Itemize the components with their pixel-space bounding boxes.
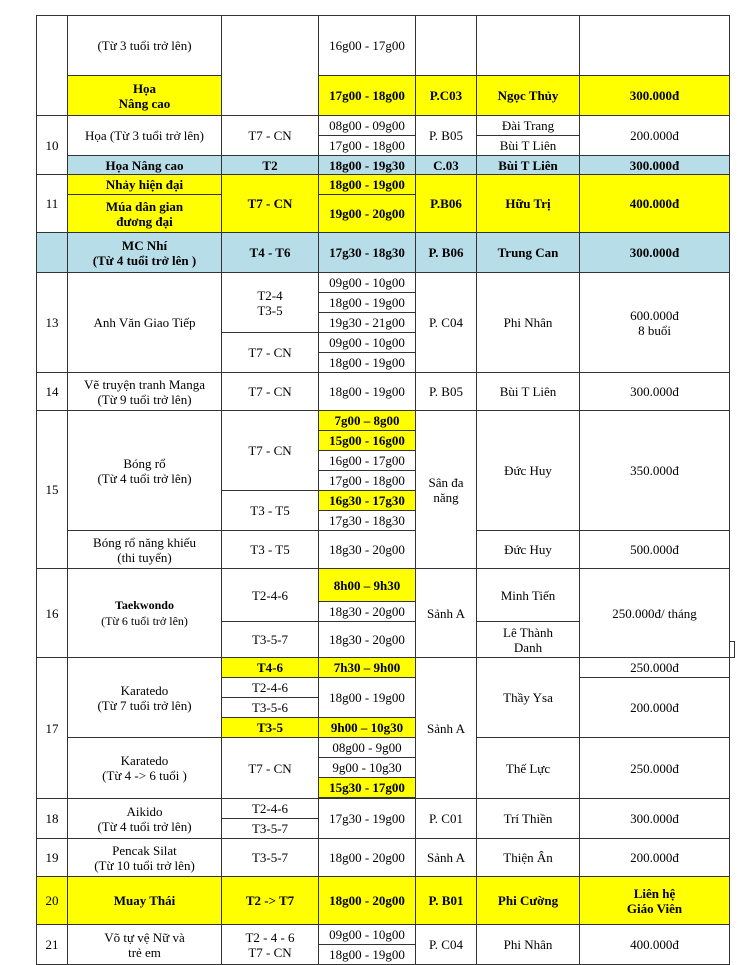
table-cell: 13 [37,273,68,373]
table-cell: Bùi T Liên [477,156,580,175]
table-row [37,877,735,925]
table-cell: Múa dân gian đương đại [68,195,222,233]
table-row [37,799,735,819]
table-cell: 11 [37,175,68,233]
table-cell: Lê Thành Danh [477,622,580,658]
table-cell: 18g00 - 19g30 [319,156,416,175]
table-cell: 18g30 - 20g00 [319,531,416,569]
table-cell: 14 [37,373,68,411]
table-cell: 300.000đ [580,373,730,411]
schedule-table [36,15,735,965]
table-cell: T4-6 [222,658,319,678]
table-cell: Bùi T Liên [477,373,580,411]
table-cell: P. B06 [416,233,477,273]
table-cell: T2-4-6 [222,569,319,622]
table-cell: T4 - T6 [222,233,319,273]
table-cell: T3-5-6 [222,698,319,718]
table-cell: 18g00 - 20g00 [319,839,416,877]
table-cell [37,233,68,273]
table-cell: Sảnh A [416,839,477,877]
table-cell: 250.000đ/ tháng [580,569,730,658]
table-cell: 09g00 - 10g00 [319,925,416,945]
table-cell: P. C01 [416,799,477,839]
table-cell: P. C04 [416,925,477,965]
table-cell: Vẽ truyện tranh Manga (Từ 9 tuổi trở lên) [68,373,222,411]
table-cell: 20 [37,877,68,925]
table-cell: Họa (Từ 3 tuổi trở lên) [68,116,222,156]
table-row [37,233,735,273]
table-cell: Sân đa năng [416,411,477,569]
table-cell: T2 -> T7 [222,877,319,925]
table-cell: 18 [37,799,68,839]
table-cell: Bóng rổ năng khiếu (thi tuyển) [68,531,222,569]
table-cell: 19g30 - 21g00 [319,313,416,333]
table-row [37,925,735,945]
table-cell: 08g00 - 9g00 [319,738,416,758]
table-cell: Đức Huy [477,531,580,569]
table-cell: 17g30 - 19g00 [319,799,416,839]
table-cell: 16g30 - 17g30 [319,491,416,511]
table-cell: 200.000đ [580,116,730,156]
table-cell: 10 [37,116,68,175]
table-cell: 16 [37,569,68,658]
table-cell: 18g30 - 20g00 [319,622,416,658]
table-cell: Phi Nhân [477,273,580,373]
table-cell: T7 - CN [222,175,319,233]
table-cell: T7 - CN [222,333,319,373]
table-row [37,156,735,175]
table-cell: Thầy Ysa [477,658,580,738]
table-cell: 17g30 - 18g30 [319,511,416,531]
table-cell [37,16,68,116]
table-cell: Võ tự vệ Nữ và trẻ em [68,925,222,965]
table-cell: 21 [37,925,68,965]
table-row [37,175,735,195]
table-cell [730,642,735,658]
table-cell: 600.000đ 8 buổi [580,273,730,373]
table-cell: 17g00 - 18g00 [319,471,416,491]
table-row [37,738,735,758]
table-row [37,273,735,293]
table-cell: MC Nhí (Từ 4 tuổi trở lên ) [68,233,222,273]
table-cell: Họa Nâng cao [68,156,222,175]
table-cell: Pencak Silat (Từ 10 tuổi trở lên) [68,839,222,877]
table-cell: Aikido (Từ 4 tuổi trở lên) [68,799,222,839]
table-cell: 09g00 - 10g00 [319,333,416,353]
table-cell: 18g00 - 20g00 [319,877,416,925]
table-cell: Đài Trang [477,116,580,136]
table-cell: T3 - T5 [222,531,319,569]
table-row [37,658,735,678]
table-cell: 350.000đ [580,411,730,531]
table-cell: Minh Tiến [477,569,580,622]
table-cell: 15 [37,411,68,569]
table-cell: T3-5-7 [222,622,319,658]
table-cell: T2-4-6 [222,799,319,819]
table-cell: 18g00 - 19g00 [319,373,416,411]
table-cell: T2 - 4 - 6 T7 - CN [222,925,319,965]
table-cell [416,16,477,76]
table-cell: P. B05 [416,116,477,156]
table-cell: 300.000đ [580,799,730,839]
table-cell: Thiện Ân [477,839,580,877]
table-cell: Sảnh A [416,569,477,658]
table-cell: 19 [37,839,68,877]
table-cell: P. C04 [416,273,477,373]
table-cell: 17g30 - 18g30 [319,233,416,273]
table-cell: 15g30 - 17g00 [319,778,416,798]
table-cell [68,569,222,658]
table-cell: 17g00 - 18g00 [319,136,416,156]
table-cell: P.B06 [416,175,477,233]
table-cell: 18g00 - 19g00 [319,175,416,195]
table-cell: 7g00 – 8g00 [319,411,416,431]
table-cell: 17 [37,658,68,799]
table-cell: 16g00 - 17g00 [319,16,416,76]
table-row [37,116,735,136]
table-cell: Anh Văn Giao Tiếp [68,273,222,373]
table-cell: 09g00 - 10g00 [319,273,416,293]
table-cell: 250.000đ [580,658,730,678]
table-cell: Họa Nâng cao [68,76,222,116]
table-row [37,76,735,116]
table-cell [580,16,730,76]
table-row [37,531,735,569]
table-cell: T2 [222,156,319,175]
table-cell: Bùi T Liên [477,136,580,156]
table-cell: Karatedo (Từ 7 tuổi trở lên) [68,658,222,738]
table-cell: T3-5-7 [222,839,319,877]
table-cell: T3 - T5 [222,491,319,531]
table-cell: 8h00 – 9h30 [319,569,416,602]
table-cell: 400.000đ [580,175,730,233]
table-cell: Trung Can [477,233,580,273]
table-cell: 400.000đ [580,925,730,965]
table-cell: C.03 [416,156,477,175]
table-cell: Thế Lực [477,738,580,799]
table-cell: 300.000đ [580,76,730,116]
table-cell: T7 - CN [222,411,319,491]
table-cell: 200.000đ [580,678,730,738]
table-cell: 500.000đ [580,531,730,569]
table-cell: 18g00 - 19g00 [319,945,416,965]
table-cell: Phi Nhân [477,925,580,965]
class-age: (Từ 6 tuổi trở lên) [101,614,188,628]
table-cell: T2-4-6 [222,678,319,698]
table-cell: T3-5-7 [222,819,319,839]
table-cell: Đức Huy [477,411,580,531]
table-cell: Muay Thái [68,877,222,925]
table-cell: Phi Cường [477,877,580,925]
table-cell: Trí Thiền [477,799,580,839]
table-row [37,373,735,411]
table-row [37,411,735,431]
table-cell: Sảnh A [416,658,477,799]
table-cell: 18g00 - 19g00 [319,293,416,313]
table-row [37,16,735,76]
table-cell: Ngọc Thủy [477,76,580,116]
table-cell: Liên hệ Giáo Viên [580,877,730,925]
table-row [37,839,735,877]
table-cell: T7 - CN [222,738,319,799]
class-name: Taekwondo [115,598,174,612]
table-cell: P. B01 [416,877,477,925]
table-cell: P.C03 [416,76,477,116]
table-cell: 16g00 - 17g00 [319,451,416,471]
table-cell: T3-5 [222,718,319,738]
table-cell [222,16,319,116]
table-cell: 250.000đ [580,738,730,799]
table-cell: 17g00 - 18g00 [319,76,416,116]
table-cell: 18g00 - 19g00 [319,353,416,373]
table-row [37,569,735,602]
table-cell: 9g00 - 10g30 [319,758,416,778]
table-cell: Karatedo (Từ 4 -> 6 tuổi ) [68,738,222,799]
table-cell: 300.000đ [580,233,730,273]
table-cell: 08g00 - 09g00 [319,116,416,136]
table-cell: T7 - CN [222,373,319,411]
table-cell: T2-4 T3-5 [222,273,319,333]
table-cell: Hữu Trị [477,175,580,233]
table-cell: 18g00 - 19g00 [319,678,416,718]
table-cell: 7h30 – 9h00 [319,658,416,678]
table-cell: 18g30 - 20g00 [319,602,416,622]
table-cell: Bóng rổ (Từ 4 tuổi trở lên) [68,411,222,531]
table-cell: 300.000đ [580,156,730,175]
table-cell: Nhảy hiện đại [68,175,222,195]
table-cell: 9h00 – 10g30 [319,718,416,738]
table-cell: 15g00 - 16g00 [319,431,416,451]
table-cell: T7 - CN [222,116,319,156]
table-cell: P. B05 [416,373,477,411]
table-cell: (Từ 3 tuổi trở lên) [68,16,222,76]
table-cell: 19g00 - 20g00 [319,195,416,233]
table-cell [477,16,580,76]
table-cell: 200.000đ [580,839,730,877]
